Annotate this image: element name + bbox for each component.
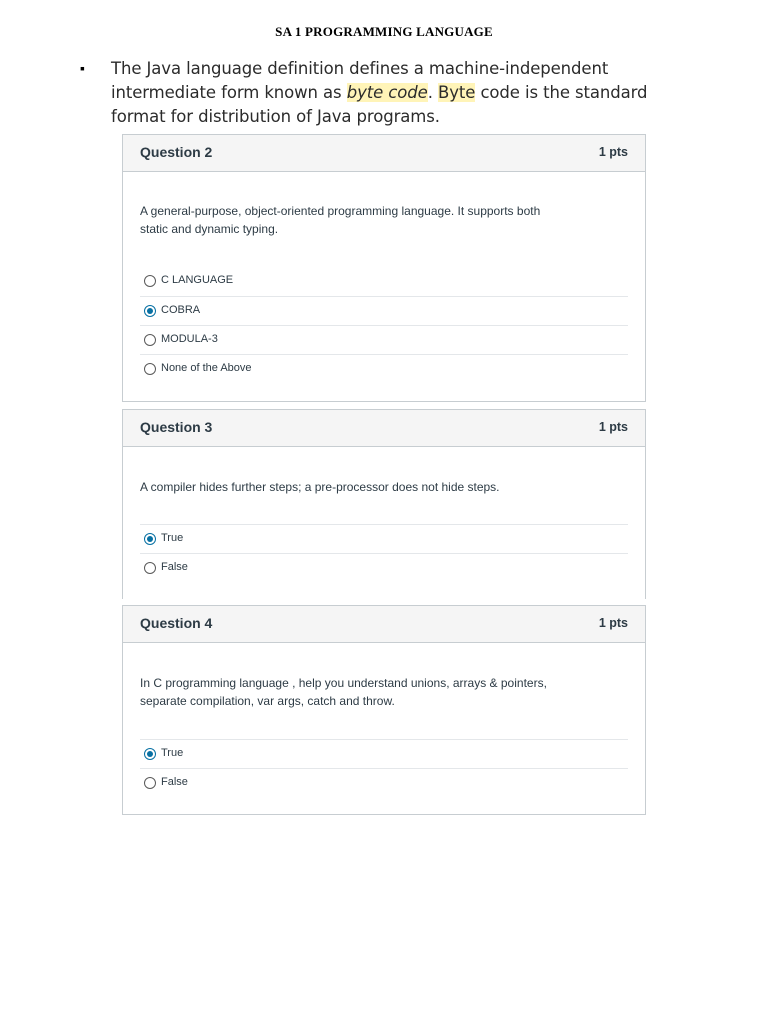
answer-label: True	[161, 747, 184, 759]
radio-button-checked-icon[interactable]	[144, 533, 156, 545]
bullet-text-part3: code is the standard format for distribution of Java programs.	[111, 83, 648, 126]
bullet-icon: ▪	[80, 60, 85, 76]
question-text: A general-purpose, object-oriented programming language. It supports both static and dynamic typing.	[140, 204, 541, 236]
bullet-text-highlight: Byte	[438, 83, 476, 102]
bullet-text-part1: The Java language definition defines a machine-independent intermediate form known as	[111, 59, 609, 102]
answer-option[interactable]	[140, 267, 628, 296]
radio-button-icon[interactable]	[144, 562, 156, 574]
bullet-text-italic: byte code	[346, 83, 428, 102]
answer-label: None of the Above	[161, 362, 252, 374]
radio-button-icon[interactable]	[144, 363, 156, 375]
answer-label: COBRA	[161, 304, 201, 316]
answer-label: MODULA-3	[161, 333, 218, 345]
answer-label: C LANGUAGE	[161, 274, 234, 286]
question-text: A compiler hides further steps; a pre-processor does not hide steps.	[140, 480, 500, 494]
question-text: In C programming language , help you understand unions, arrays & pointers, separate compilation, var args, catch and throw.	[140, 676, 547, 708]
radio-button-icon[interactable]	[144, 334, 156, 346]
answer-label: True	[161, 532, 184, 544]
radio-button-checked-icon[interactable]	[144, 748, 156, 760]
question-title: Question 4	[140, 615, 213, 631]
answer-list	[140, 267, 628, 383]
question-points: 1 pts	[598, 616, 628, 630]
bullet-text	[111, 57, 681, 129]
question-points: 1 pts	[598, 420, 628, 434]
radio-button-icon[interactable]	[144, 777, 156, 789]
question-card	[122, 134, 646, 402]
answer-option[interactable]	[140, 296, 628, 325]
question-header	[123, 410, 645, 447]
bullet-text-part2: .	[427, 83, 438, 102]
answer-option[interactable]	[140, 524, 628, 553]
radio-button-checked-icon[interactable]	[144, 305, 156, 317]
answer-option[interactable]	[140, 739, 628, 768]
answer-option[interactable]	[140, 325, 628, 354]
answer-option[interactable]	[140, 354, 628, 383]
answer-label: False	[161, 776, 188, 788]
question-title: Question 2	[140, 144, 213, 160]
answer-list	[140, 739, 628, 797]
question-title: Question 3	[140, 419, 213, 435]
radio-button-icon[interactable]	[144, 275, 156, 287]
question-points: 1 pts	[598, 145, 628, 159]
answer-option[interactable]	[140, 768, 628, 797]
answer-list	[140, 524, 628, 582]
answer-option[interactable]	[140, 553, 628, 582]
question-card	[122, 409, 646, 599]
question-header	[123, 606, 645, 643]
answer-label: False	[161, 561, 188, 573]
question-header	[123, 135, 645, 172]
question-card	[122, 605, 646, 815]
document-title: SA 1 PROGRAMMING LANGUAGE	[275, 24, 493, 39]
